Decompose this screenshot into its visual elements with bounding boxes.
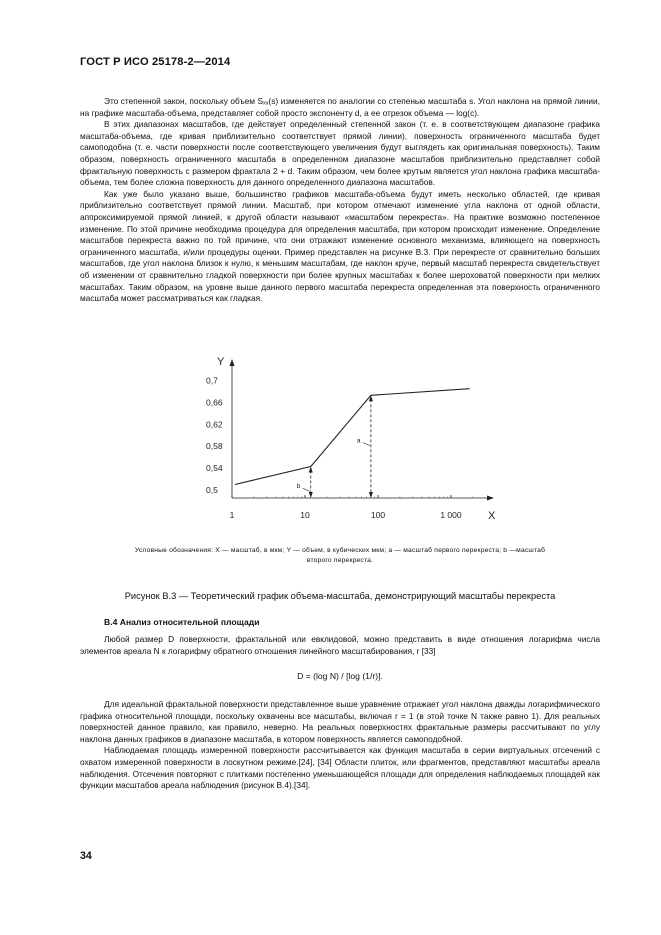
scale-volume-chart <box>195 355 505 527</box>
crossover-label: a <box>356 437 361 445</box>
formula: D = (log N) / [log (1/r)]. <box>297 671 383 681</box>
closing-text <box>80 699 600 792</box>
paragraph: Любой размер D поверхности, фрактальной или евклидовой, можно представить в виде отношения логарифма числа элементов ареала N к логарифму обратного отношения линейного масштабирования, r [33] <box>80 634 600 656</box>
paragraph: В этих диапазонах масштабов, где действует определенный степенной закон (т. е. в соответствующем диапазоне графика масштаба-объема, где кривая приблизительно соответствует прямой линии), поверхность ограниченного масштаба будет самоподобна (т. е. части поверхности после соответствующего увеличения будут выглядеть как оригинальная поверхность). Таким образом, поверхность ограниченного масштаба в определенном диапазоне масштабов приблизительно представляет собой фрактальную поверхность с размером фрактала 2 + d. Таким образом, чем более крутым является угол наклона графика масштаба-объема, тем более сложна поверхность для данного определенного диапазона масштабов. <box>80 119 600 188</box>
crossover-label: b <box>296 483 301 491</box>
page-number: 34 <box>80 850 92 862</box>
x-tick-label: 1 000 <box>440 510 462 520</box>
y-tick-label: 0,7 <box>206 375 218 386</box>
x-axis-arrow <box>487 496 494 501</box>
crossover-label-leader <box>363 443 370 446</box>
y-axis-arrow <box>230 359 235 366</box>
section-title: В.4 Анализ относительной площади <box>104 617 260 627</box>
paragraph: Это степенной закон, поскольку объем Sₓₓ(s) изменяется по аналогии со степенью масштаба s. Угол наклона на прямой линии, на графике масштаба-объема, представляет собой просто экспоненту d, а ее отрезок объема — log(c). <box>80 96 600 118</box>
figure-caption: Рисунок В.3 — Теоретический график объема-масштаба, демонстрирующий масштабы перекреста <box>124 591 556 601</box>
legend-line: второго перекреста. <box>306 557 374 564</box>
series-line <box>235 389 470 485</box>
x-tick-label: 1 <box>229 510 235 520</box>
paragraph: Наблюдаемая площадь измеренной поверхности рассчитывается как функция масштаба в серии виртуальных отсечений с охватом измеренной поверхности в лоскутном режиме.[24], [34] Области плиток, или фрагментов, представляют масштабы ареала наблюдения. Отсечения повторяют с плитками постепенно уменьшающейся площади для определения наблюдаемых площадей как функции масштабов ареала наблюдения (рисунок В.4).[34]. <box>80 745 600 791</box>
y-tick-label: 0,58 <box>206 441 223 452</box>
x-axis-label: X <box>488 510 496 522</box>
y-axis-label: Y <box>217 356 225 368</box>
y-tick-label: 0,5 <box>206 485 218 495</box>
crossover-arrow-bottom <box>309 492 313 498</box>
paragraph: Для идеальной фрактальной поверхности представленное выше уравнение отражает угол наклона дважды логарифмического графика относительной площади, поскольку охвачены все масштабы, включая r = 1 (в этой точке N также равно 1). Для реальных поверхностей данное правило, как правило, неверно. На реальных поверхностях фрактальные размеры рассчитывают по углу наклона данных графиков в диапазоне масштаба, в котором поверхность является самоподобной. <box>80 699 600 744</box>
figure-legend <box>80 546 600 566</box>
crossover-label-leader <box>303 488 310 491</box>
intro-text <box>80 96 600 305</box>
legend-line: Условные обозначения: X — масштаб, в мкм; Y — объем, в кубических мкм; a — масштаб первого перекреста; b —масштаб <box>134 547 546 554</box>
x-tick-label: 100 <box>370 510 386 520</box>
paragraph: Как уже было указано выше, большинство графиков масштаба-объема будут иметь несколько областей, где кривая приблизительно соответствует прямой линии. Масштаб, при котором отмечают изменение угла наклона от одной области, аппроксимируемой прямой линией, к другой области называют «масштабом перекреста». На практике возможно постепенное изменение. По этой причине необходима процедура для определения масштаба, при котором происходит изменение. Определение масштабов перекреста важно по той причине, что они отражают изменение основного механизма, влияющего на поверхность ограниченного масштаба, и/или процедуры оценки. Пример представлен на рисунке В.3. При перекресте от сравнительно больших масштабов, где угол наклона близок к нулю, к меньшим масштабам, где наклон круче, первый масштаб перекреста свидетельствует об изменении от сравнительно гладкой поверхности при более крупных масштабах к более шероховатой поверхности при мелких масштабах. Таким образом, на уровне выше данного первого масштаба перекреста определенная эта поверхность ограниченного масштаба может рассматриваться как гладкая. <box>80 188 600 304</box>
document-header: ГОСТ Р ИСО 25178-2—2014 <box>80 56 231 68</box>
y-tick-label: 0,62 <box>206 419 223 430</box>
section-text <box>80 634 600 657</box>
y-tick-label: 0,54 <box>206 463 223 474</box>
y-tick-label: 0,66 <box>206 397 223 408</box>
crossover-arrow-bottom <box>369 492 373 498</box>
x-tick-label: 10 <box>300 510 310 520</box>
